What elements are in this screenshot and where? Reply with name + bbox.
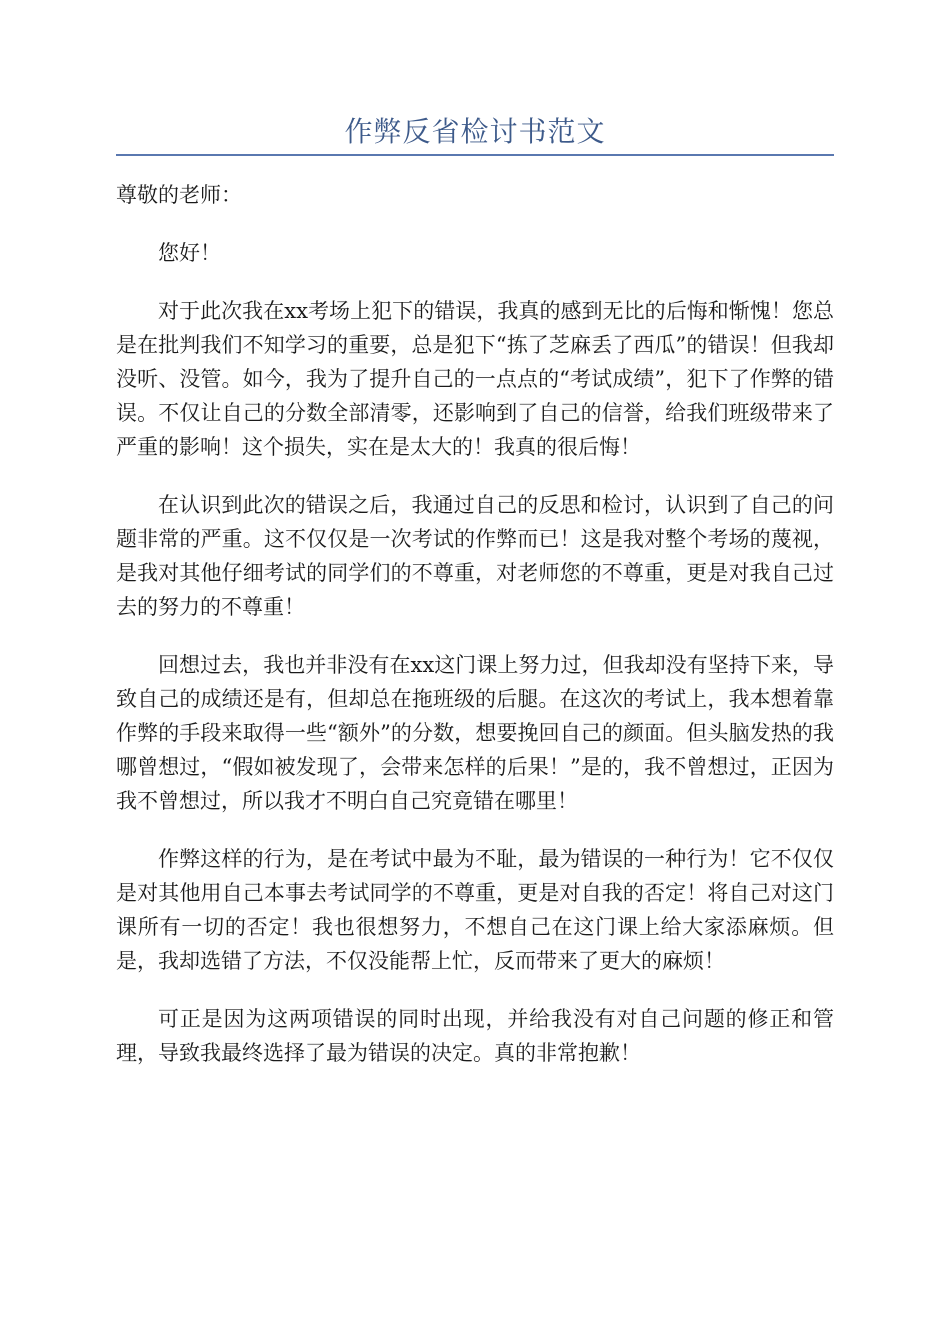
paragraph-4: 作弊这样的行为，是在考试中最为不耻，最为错误的一种行为！它不仅仅是对其他用自己本事去考试同学的不尊重，更是对自我的否定！将自己对这门课所有一切的否定！我也很想努力，不想自己在这门课上给大家添麻烦。但是，我却选错了方法，不仅没能帮上忙，反而带来了更大的麻烦！ xyxy=(116,847,834,973)
document-title: 作弊反省检讨书范文 xyxy=(344,115,606,148)
title-underline xyxy=(116,154,834,156)
document-body xyxy=(116,178,834,1094)
paragraph-5: 可正是因为这两项错误的同时出现，并给我没有对自己问题的修正和管理，导致我最终选择了最为错误的决定。真的非常抱歉！ xyxy=(116,1007,834,1065)
paragraph-3: 回想过去，我也并非没有在xx这门课上努力过，但我却没有坚持下来，导致自己的成绩还是有，但却总在拖班级的后腿。在这次的考试上，我本想着靠作弊的手段来取得一些“额外”的分数，想要挽回自己的颜面。但头脑发热的我哪曾想过，“假如被发现了，会带来怎样的后果！”是的，我不曾想过，正因为我不曾想过，所以我才不明白自己究竟错在哪里！ xyxy=(116,653,834,813)
paragraph-greeting: 您好！ xyxy=(158,241,221,265)
salutation: 尊敬的老师： xyxy=(116,183,242,207)
paragraph-2: 在认识到此次的错误之后，我通过自己的反思和检讨，认识到了自己的问题非常的严重。这不仅仅是一次考试的作弊而已！这是我对整个考场的蔑视，是我对其他仔细考试的同学们的不尊重，对老师您的不尊重，更是对我自己过去的努力的不尊重！ xyxy=(116,493,834,619)
paragraph-1: 对于此次我在xx考场上犯下的错误，我真的感到无比的后悔和惭愧！您总是在批判我们不知学习的重要，总是犯下“拣了芝麻丢了西瓜”的错误！但我却没听、没管。如今，我为了提升自己的一点点的“考试成绩”，犯下了作弊的错误。不仅让自己的分数全部清零，还影响到了自己的信誉，给我们班级带来了严重的影响！这个损失，实在是太大的！我真的很后悔！ xyxy=(116,299,834,459)
